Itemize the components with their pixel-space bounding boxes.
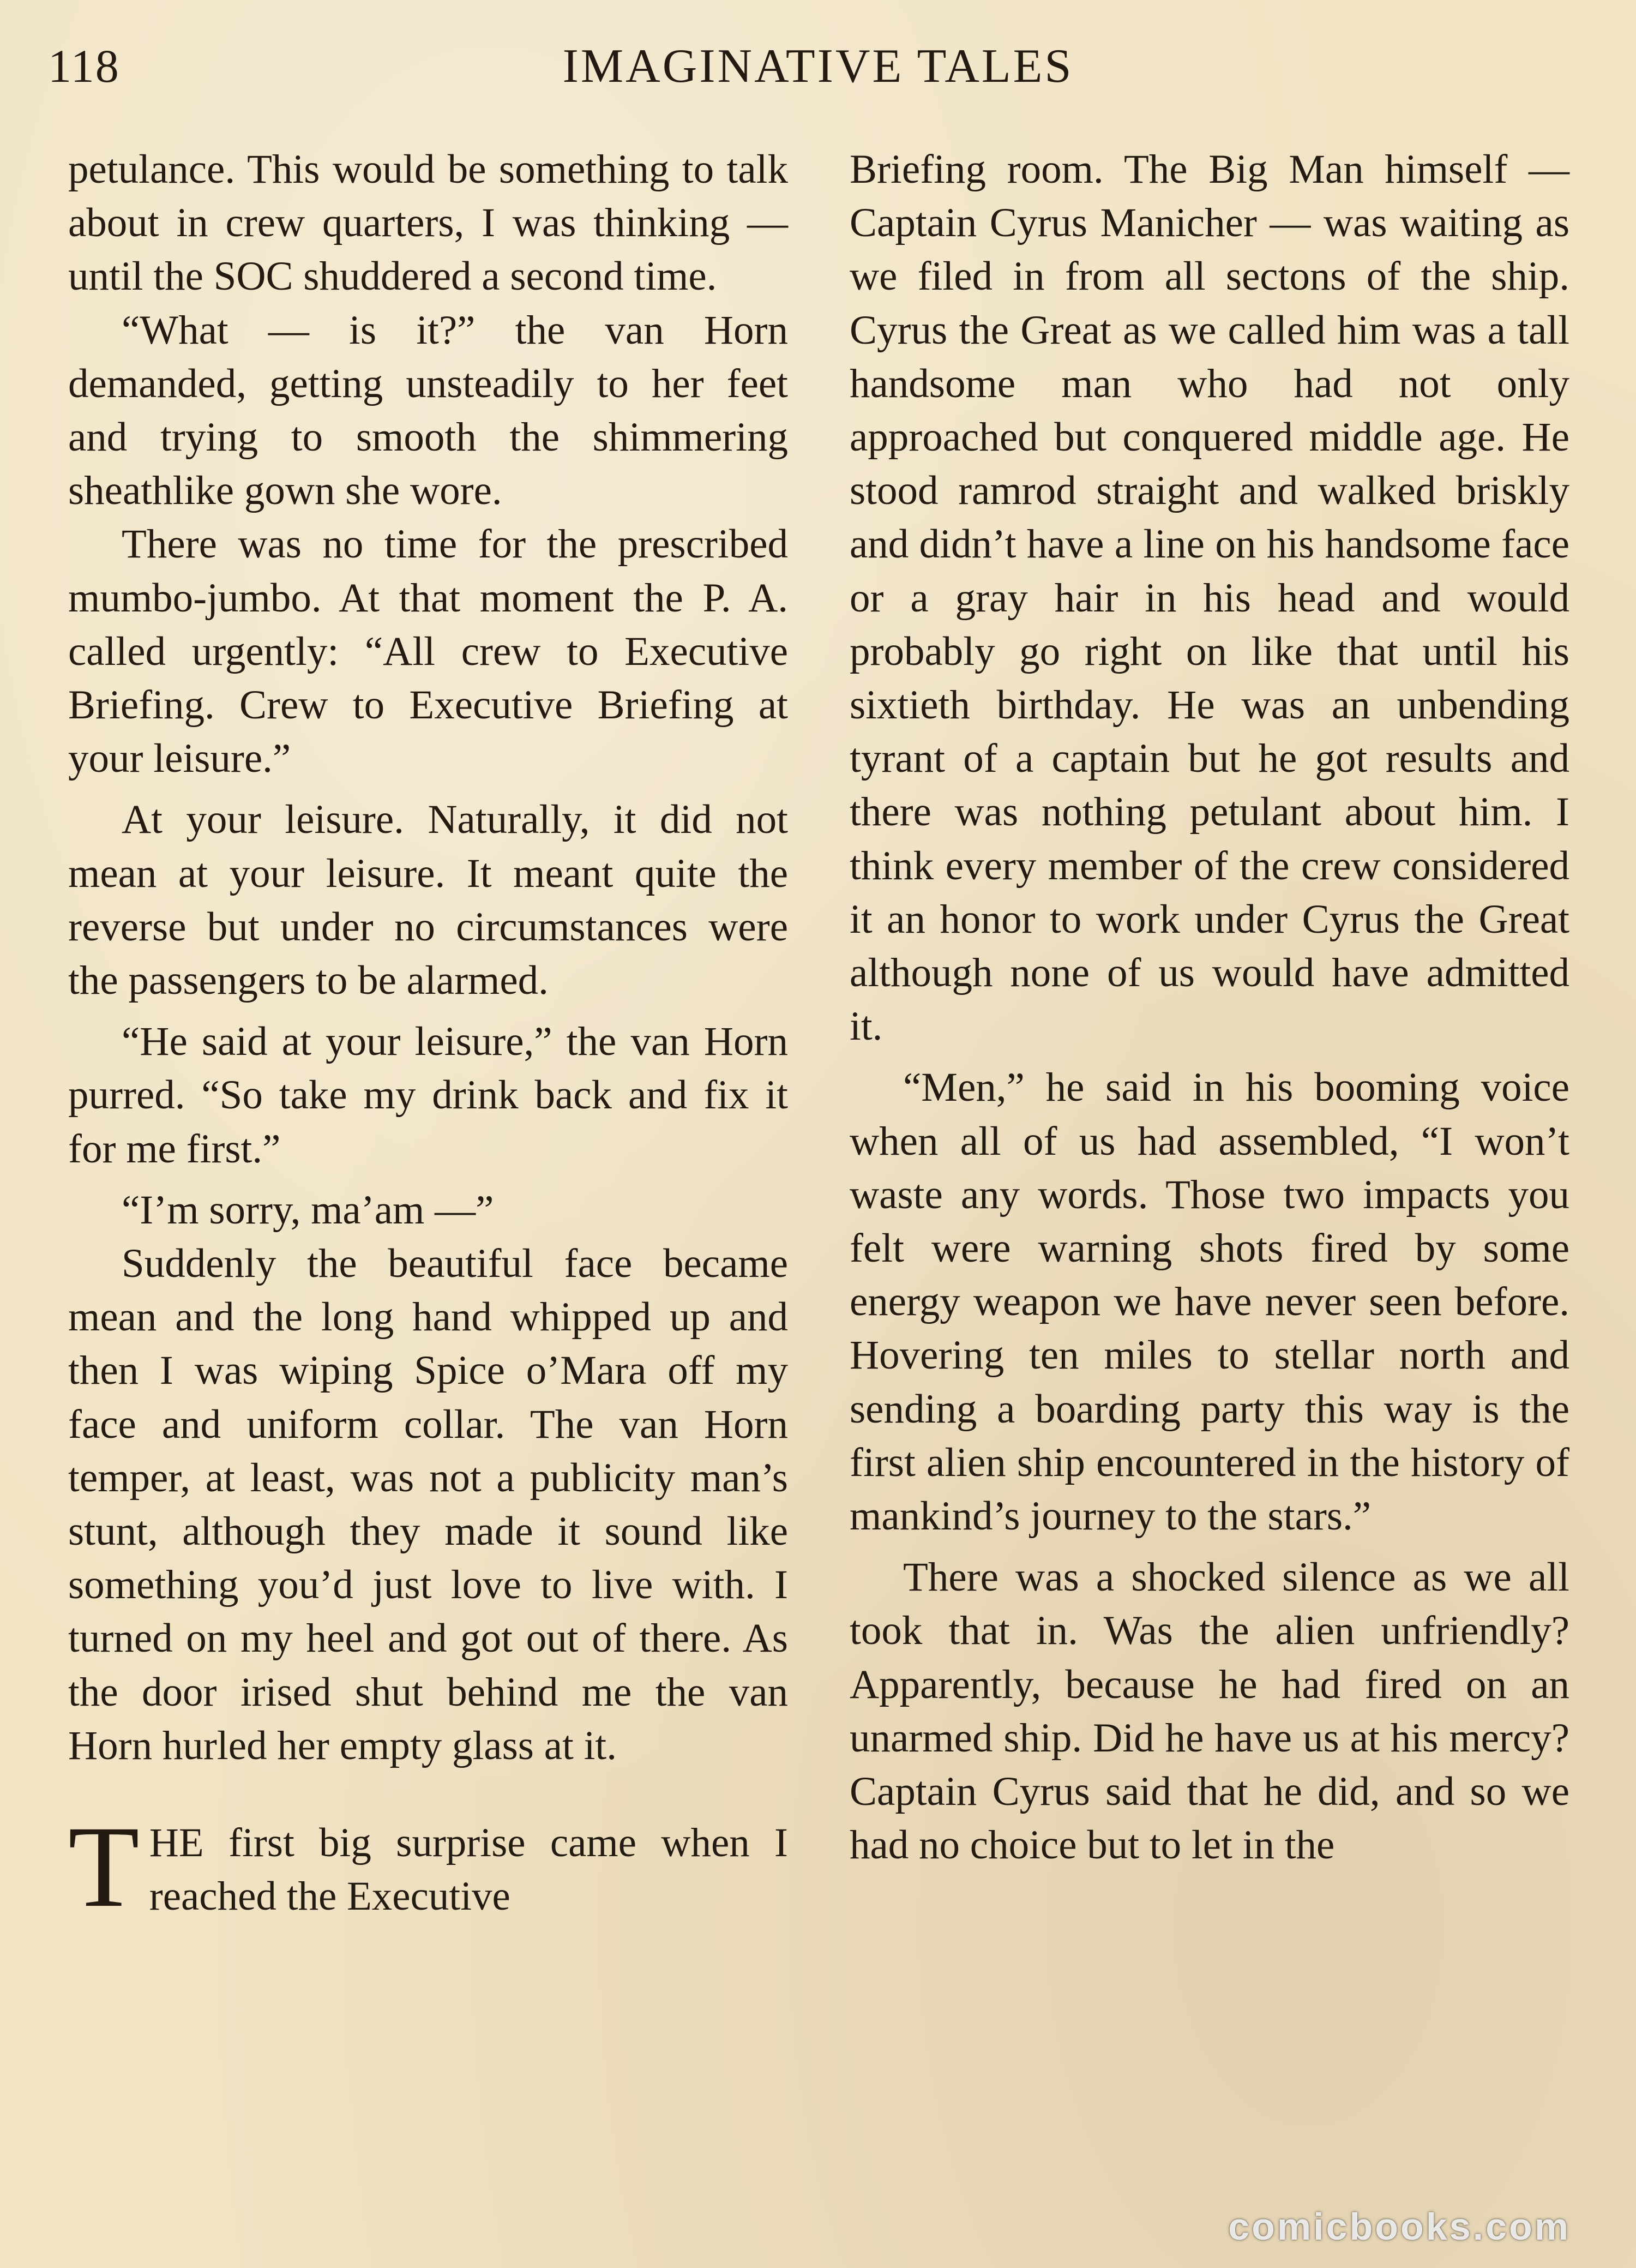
left-column [68, 143, 788, 1932]
left-paragraph-6: “I’m sorry, ma’am —” [122, 1187, 494, 1233]
right-paragraph-2: “Men,” he said in his booming voice when all of us had assembled, “I won’t waste any words. Those two impacts you felt were warning shots fired by some energy weapon we have never seen before. Hovering ten miles to stellar north and sending a boarding party this way is the first alien ship encountered in the history of mankind’s journey to the stars.” [850, 1065, 1569, 1539]
right-paragraph-3: There was a shocked silence as we all took that in. Was the alien unfriendly? Apparently, because he had fired on an unarmed ship. Did he have us at his mercy? Captain Cyrus said that he did, and so we had no choice but to let in the [850, 1555, 1569, 1868]
left-paragraph-7: Suddenly the beautiful face became mean and the long hand whipped up and then I was wiping Spice o’Mara off my face and uniform collar. The van Horn temper, at least, was not a publicity man’s stunt, although they made it sound like something you’d just love to live with. I turned on my heel and got out of there. As the door irised shut behind me the van Horn hurled her empty glass at it. [68, 1241, 788, 1768]
site-watermark: comicbooks.com [1228, 2205, 1571, 2248]
left-paragraph-2: “What — is it?” the van Horn demanded, getting unsteadily to her feet and trying to smooth the shimmering sheathlike gown she wore. [68, 307, 788, 514]
section-start-paragraph [68, 1802, 788, 1932]
page-number: 118 [48, 40, 120, 92]
left-paragraph-1: petulance. This would be something to talk about in crew quarters, I was thinking — until the SOC shuddered a second time. [68, 147, 788, 299]
right-column [850, 143, 1569, 1873]
drop-cap: T [68, 1802, 140, 1932]
section-start-text: HE first big surprise came when I reached the Executive [149, 1820, 788, 1919]
left-paragraph-4: At your leisure. Naturally, it did not mean at your leisure. It meant quite the reverse but under no circumstances were the passengers to be alarmed. [68, 797, 788, 1004]
right-paragraph-1: Briefing room. The Big Man himself — Captain Cyrus Manicher — was waiting as we filed in from all sectons of the ship. Cyrus the Great as we called him was a tall handsome man who had not only approached but conquered middle age. He stood ramrod straight and walked briskly and didn’t have a line on his handsome face or a gray hair in his head and would probably go right on like that until his sixtieth birthday. He was an unbending tyrant of a captain but he got results and there was nothing petulant about him. I think every member of the crew considered it an honor to work under Cyrus the Great although none of us would have admitted it. [850, 147, 1569, 1049]
left-paragraph-5: “He said at your leisure,” the van Horn purred. “So take my drink back and fix it for me first.” [68, 1019, 788, 1172]
left-paragraph-3: There was no time for the prescribed mumbo-jumbo. At that moment the P. A. called urgently: “All crew to Executive Briefing. Crew to Executive Briefing at your leisure.” [68, 521, 788, 782]
running-title: IMAGINATIVE TALES [562, 40, 1074, 93]
